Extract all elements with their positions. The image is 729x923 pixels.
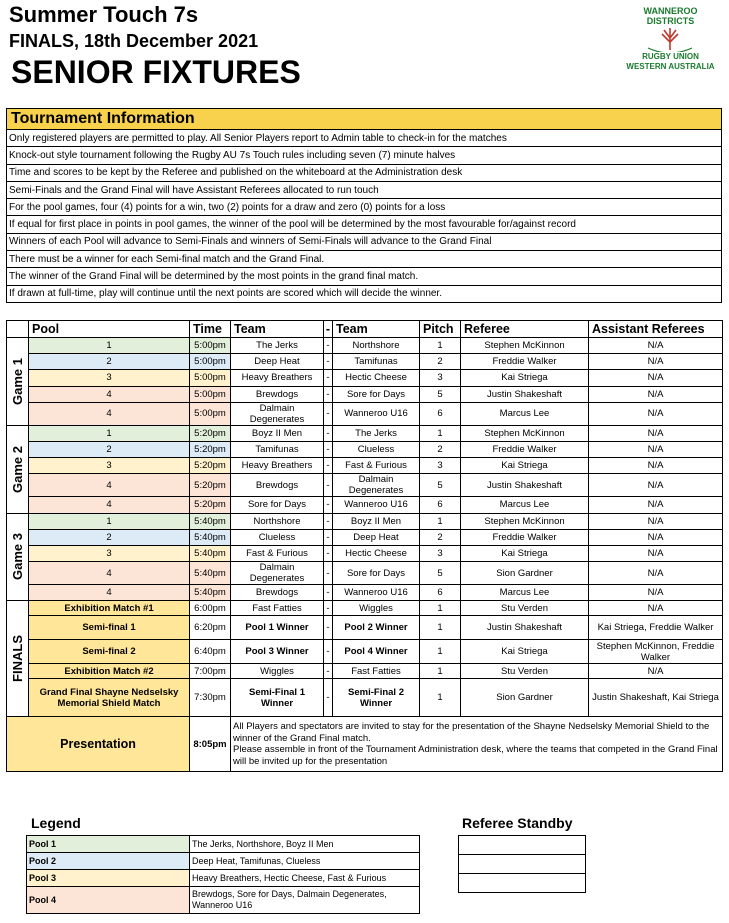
dash-cell: - — [324, 616, 333, 640]
pitch-cell: 1 — [420, 425, 461, 441]
match-name-cell: Grand Final Shayne Nedselsky Memorial Shield Match — [29, 679, 190, 717]
col-team1: Team — [231, 321, 324, 338]
pool-cell: 4 — [29, 497, 190, 513]
team1-cell: Boyz II Men — [231, 425, 324, 441]
match-name-cell: Semi-final 1 — [29, 616, 190, 640]
standby-title: Referee Standby — [462, 815, 573, 831]
assistant-cell: N/A — [589, 513, 723, 529]
time-cell: 5:20pm — [190, 474, 231, 497]
team1-cell: Heavy Breathers — [231, 458, 324, 474]
game-label: Game 1 — [10, 357, 25, 405]
team2-cell: Wanneroo U16 — [333, 585, 420, 601]
dash-cell: - — [324, 354, 333, 370]
pool-cell: 4 — [29, 585, 190, 601]
team2-cell: Deep Heat — [333, 529, 420, 545]
referee-cell: Marcus Lee — [461, 585, 589, 601]
fixture-row — [7, 386, 723, 402]
logo-line2: RUGBY UNION — [642, 52, 699, 61]
time-cell: 5:00pm — [190, 354, 231, 370]
fixture-row — [7, 402, 723, 425]
time-cell: 5:20pm — [190, 458, 231, 474]
dash-cell: - — [324, 562, 333, 585]
fixture-row — [7, 585, 723, 601]
fixtures-table — [6, 320, 723, 772]
time-cell: 5:40pm — [190, 529, 231, 545]
pitch-cell: 3 — [420, 545, 461, 561]
dash-cell: - — [324, 640, 333, 664]
pool-cell: 3 — [29, 370, 190, 386]
team1-cell: Fast Fatties — [231, 601, 324, 616]
referee-cell: Kai Striega — [461, 545, 589, 561]
assistant-cell: N/A — [589, 338, 723, 354]
legend-title: Legend — [31, 815, 81, 831]
info-row: Semi-Finals and the Grand Final will have Assistant Referees allocated to run touch — [7, 181, 722, 198]
pool-cell: 3 — [29, 545, 190, 561]
assistant-cell: N/A — [589, 585, 723, 601]
fixture-row — [7, 513, 723, 529]
finals-row — [7, 664, 723, 679]
fixture-row — [7, 529, 723, 545]
dash-cell: - — [324, 386, 333, 402]
team2-cell: Wanneroo U16 — [333, 497, 420, 513]
team1-cell: Deep Heat — [231, 354, 324, 370]
time-cell: 5:00pm — [190, 386, 231, 402]
corner-cell — [7, 321, 29, 338]
assistant-cell: N/A — [589, 354, 723, 370]
info-title: Tournament Information — [7, 109, 722, 130]
referee-cell: Freddie Walker — [461, 441, 589, 457]
game-label-cell — [7, 513, 29, 601]
fixture-row — [7, 370, 723, 386]
legend-table — [26, 835, 420, 914]
game-label-cell — [7, 425, 29, 513]
team2-cell: The Jerks — [333, 425, 420, 441]
event-title: Summer Touch 7s — [9, 2, 199, 27]
standby-table — [458, 835, 586, 893]
col-team2: Team — [333, 321, 420, 338]
team1-cell: Fast & Furious — [231, 545, 324, 561]
dash-cell: - — [324, 497, 333, 513]
pitch-cell: 3 — [420, 458, 461, 474]
legend-teams: The Jerks, Northshore, Boyz II Men — [190, 836, 420, 853]
time-cell: 5:40pm — [190, 545, 231, 561]
time-cell: 6:00pm — [190, 601, 231, 616]
dash-cell: - — [324, 425, 333, 441]
pitch-cell: 5 — [420, 386, 461, 402]
page-heading: SENIOR FIXTURES — [11, 54, 301, 90]
info-row: If drawn at full-time, play will continue until the next points are scored which will decide the winner. — [7, 285, 722, 302]
fixture-row — [7, 562, 723, 585]
pitch-cell: 1 — [420, 640, 461, 664]
logo-emblem-icon — [618, 26, 723, 52]
pool-cell: 1 — [29, 513, 190, 529]
referee-cell: Stephen McKinnon — [461, 425, 589, 441]
info-row: The winner of the Grand Final will be determined by the most points in the grand final match. — [7, 268, 722, 285]
team1-cell: Pool 3 Winner — [231, 640, 324, 664]
pitch-cell: 2 — [420, 354, 461, 370]
assistant-cell: N/A — [589, 562, 723, 585]
club-logo — [618, 6, 723, 86]
legend-pool: Pool 3 — [27, 870, 190, 887]
info-row: Winners of each Pool will advance to Semi-Finals and winners of Semi-Finals will advance to the Grand Final — [7, 233, 722, 250]
team1-cell: Dalmain Degenerates — [231, 402, 324, 425]
info-row: There must be a winner for each Semi-final match and the Grand Final. — [7, 251, 722, 268]
assistant-cell: N/A — [589, 497, 723, 513]
time-cell: 6:40pm — [190, 640, 231, 664]
dash-cell: - — [324, 458, 333, 474]
pitch-cell: 1 — [420, 601, 461, 616]
col-pitch: Pitch — [420, 321, 461, 338]
team1-cell: Northshore — [231, 513, 324, 529]
fixture-row — [7, 441, 723, 457]
team1-cell: The Jerks — [231, 338, 324, 354]
referee-cell: Kai Striega — [461, 640, 589, 664]
team1-cell: Clueless — [231, 529, 324, 545]
time-cell: 5:00pm — [190, 402, 231, 425]
time-cell: 6:20pm — [190, 616, 231, 640]
col-dash: - — [324, 321, 333, 338]
assistant-cell: N/A — [589, 474, 723, 497]
info-row: Knock-out style tournament following the Rugby AU 7s Touch rules including seven (7) minute halves — [7, 147, 722, 164]
team2-cell: Fast Fatties — [333, 664, 420, 679]
fixture-row — [7, 458, 723, 474]
fixture-row — [7, 497, 723, 513]
tournament-info-table — [6, 108, 722, 303]
assistant-cell: N/A — [589, 441, 723, 457]
legend-pool: Pool 1 — [27, 836, 190, 853]
team1-cell: Brewdogs — [231, 386, 324, 402]
assistant-cell: N/A — [589, 370, 723, 386]
dash-cell: - — [324, 474, 333, 497]
legend-teams: Heavy Breathers, Hectic Cheese, Fast & Furious — [190, 870, 420, 887]
presentation-text-1: All Players and spectators are invited to stay for the presentation of the Shayne Nedselsky Memorial Shield to the winner of the Grand Final match. — [233, 721, 710, 744]
finals-row — [7, 616, 723, 640]
presentation-time: 8:05pm — [190, 717, 231, 772]
dash-cell: - — [324, 529, 333, 545]
match-name-cell: Semi-final 2 — [29, 640, 190, 664]
legend-teams: Brewdogs, Sore for Days, Dalmain Degenerates, Wanneroo U16 — [190, 887, 420, 914]
pitch-cell: 3 — [420, 370, 461, 386]
pool-cell: 4 — [29, 402, 190, 425]
info-row: Time and scores to be kept by the Referee and published on the whiteboard at the Administration desk — [7, 164, 722, 181]
col-pool: Pool — [29, 321, 190, 338]
team2-cell: Hectic Cheese — [333, 370, 420, 386]
team2-cell: Pool 2 Winner — [333, 616, 420, 640]
team1-cell: Pool 1 Winner — [231, 616, 324, 640]
dash-cell: - — [324, 370, 333, 386]
team2-cell: Sore for Days — [333, 562, 420, 585]
referee-cell: Justin Shakeshaft — [461, 474, 589, 497]
legend-teams: Deep Heat, Tamifunas, Clueless — [190, 853, 420, 870]
referee-cell: Justin Shakeshaft — [461, 386, 589, 402]
pitch-cell: 1 — [420, 664, 461, 679]
time-cell: 5:00pm — [190, 338, 231, 354]
pitch-cell: 6 — [420, 497, 461, 513]
team1-cell: Heavy Breathers — [231, 370, 324, 386]
finals-label: FINALS — [10, 635, 25, 683]
assistant-cell: N/A — [589, 386, 723, 402]
presentation-text-2: Please assemble in front of the Tournament Administration desk, where the teams that competed in the Grand Final will be invited up for the presentation — [233, 744, 718, 767]
team2-cell: Pool 4 Winner — [333, 640, 420, 664]
fixture-row — [7, 338, 723, 354]
time-cell: 5:40pm — [190, 562, 231, 585]
assistant-cell: N/A — [589, 425, 723, 441]
team2-cell: Fast & Furious — [333, 458, 420, 474]
assistant-cell: Justin Shakeshaft, Kai Striega — [589, 679, 723, 717]
referee-cell: Stu Verden — [461, 601, 589, 616]
fixture-row — [7, 545, 723, 561]
standby-slot — [459, 836, 586, 855]
assistant-cell: N/A — [589, 664, 723, 679]
fixture-row — [7, 354, 723, 370]
assistant-cell: N/A — [589, 601, 723, 616]
pitch-cell: 5 — [420, 474, 461, 497]
match-name-cell: Exhibition Match #1 — [29, 601, 190, 616]
team1-cell: Brewdogs — [231, 585, 324, 601]
team2-cell: Boyz II Men — [333, 513, 420, 529]
assistant-cell: N/A — [589, 402, 723, 425]
game-label-cell — [7, 338, 29, 426]
pitch-cell: 1 — [420, 616, 461, 640]
col-time: Time — [190, 321, 231, 338]
time-cell: 5:20pm — [190, 497, 231, 513]
standby-slot — [459, 874, 586, 893]
info-row: For the pool games, four (4) points for a win, two (2) points for a draw and zero (0) points for a loss — [7, 199, 722, 216]
referee-cell: Kai Striega — [461, 370, 589, 386]
referee-cell: Marcus Lee — [461, 497, 589, 513]
dash-cell: - — [324, 402, 333, 425]
pitch-cell: 1 — [420, 338, 461, 354]
dash-cell: - — [324, 585, 333, 601]
team2-cell: Wanneroo U16 — [333, 402, 420, 425]
match-name-cell: Exhibition Match #2 — [29, 664, 190, 679]
team2-cell: Wiggles — [333, 601, 420, 616]
referee-cell: Stu Verden — [461, 664, 589, 679]
pool-cell: 2 — [29, 354, 190, 370]
dash-cell: - — [324, 513, 333, 529]
pool-cell: 4 — [29, 386, 190, 402]
assistant-cell: Kai Striega, Freddie Walker — [589, 616, 723, 640]
legend-pool: Pool 2 — [27, 853, 190, 870]
team2-cell: Hectic Cheese — [333, 545, 420, 561]
info-row: If equal for first place in points in pool games, the winner of the pool will be determined by the most favourable for/against record — [7, 216, 722, 233]
assistant-cell: N/A — [589, 545, 723, 561]
game-label: Game 3 — [10, 533, 25, 581]
pool-cell: 4 — [29, 474, 190, 497]
col-referee: Referee — [461, 321, 589, 338]
dash-cell: - — [324, 679, 333, 717]
time-cell: 5:20pm — [190, 425, 231, 441]
finals-row — [7, 640, 723, 664]
team2-cell: Northshore — [333, 338, 420, 354]
pool-cell: 2 — [29, 441, 190, 457]
finals-label-cell — [7, 601, 29, 717]
pool-cell: 2 — [29, 529, 190, 545]
dash-cell: - — [324, 664, 333, 679]
team2-cell: Clueless — [333, 441, 420, 457]
col-assistant: Assistant Referees — [589, 321, 723, 338]
team2-cell: Sore for Days — [333, 386, 420, 402]
team1-cell: Semi-Final 1 Winner — [231, 679, 324, 717]
info-row: Only registered players are permitted to play. All Senior Players report to Admin table to check-in for the matches — [7, 130, 722, 147]
logo-line3: WESTERN AUSTRALIA — [626, 62, 715, 71]
referee-cell: Freddie Walker — [461, 529, 589, 545]
referee-cell: Justin Shakeshaft — [461, 616, 589, 640]
pitch-cell: 6 — [420, 402, 461, 425]
pool-cell: 4 — [29, 562, 190, 585]
time-cell: 5:00pm — [190, 370, 231, 386]
team2-cell: Dalmain Degenerates — [333, 474, 420, 497]
pitch-cell: 1 — [420, 513, 461, 529]
event-subtitle: FINALS, 18th December 2021 — [9, 31, 259, 51]
time-cell: 7:00pm — [190, 664, 231, 679]
logo-line1: WANNEROO DISTRICTS — [643, 6, 698, 26]
dash-cell: - — [324, 545, 333, 561]
fixture-row — [7, 425, 723, 441]
team1-cell: Brewdogs — [231, 474, 324, 497]
presentation-text — [231, 717, 723, 772]
finals-row — [7, 601, 723, 616]
pitch-cell: 2 — [420, 441, 461, 457]
standby-slot — [459, 855, 586, 874]
pitch-cell: 1 — [420, 679, 461, 717]
assistant-cell: N/A — [589, 458, 723, 474]
assistant-cell: N/A — [589, 529, 723, 545]
game-label: Game 2 — [10, 445, 25, 493]
referee-cell: Kai Striega — [461, 458, 589, 474]
presentation-label: Presentation — [7, 717, 190, 772]
presentation-row — [7, 717, 723, 772]
dash-cell: - — [324, 338, 333, 354]
team2-cell: Semi-Final 2 Winner — [333, 679, 420, 717]
team1-cell: Wiggles — [231, 664, 324, 679]
referee-cell: Stephen McKinnon — [461, 338, 589, 354]
team2-cell: Tamifunas — [333, 354, 420, 370]
team1-cell: Sore for Days — [231, 497, 324, 513]
time-cell: 5:40pm — [190, 585, 231, 601]
pool-cell: 3 — [29, 458, 190, 474]
time-cell: 7:30pm — [190, 679, 231, 717]
dash-cell: - — [324, 441, 333, 457]
dash-cell: - — [324, 601, 333, 616]
referee-cell: Sion Gardner — [461, 562, 589, 585]
pool-cell: 1 — [29, 338, 190, 354]
fixture-row — [7, 474, 723, 497]
pitch-cell: 5 — [420, 562, 461, 585]
referee-cell: Sion Gardner — [461, 679, 589, 717]
referee-cell: Stephen McKinnon — [461, 513, 589, 529]
referee-cell: Marcus Lee — [461, 402, 589, 425]
team1-cell: Dalmain Degenerates — [231, 562, 324, 585]
finals-row — [7, 679, 723, 717]
team1-cell: Tamifunas — [231, 441, 324, 457]
referee-cell: Freddie Walker — [461, 354, 589, 370]
legend-pool: Pool 4 — [27, 887, 190, 914]
time-cell: 5:40pm — [190, 513, 231, 529]
assistant-cell: Stephen McKinnon, Freddie Walker — [589, 640, 723, 664]
pool-cell: 1 — [29, 425, 190, 441]
pitch-cell: 6 — [420, 585, 461, 601]
pitch-cell: 2 — [420, 529, 461, 545]
time-cell: 5:20pm — [190, 441, 231, 457]
